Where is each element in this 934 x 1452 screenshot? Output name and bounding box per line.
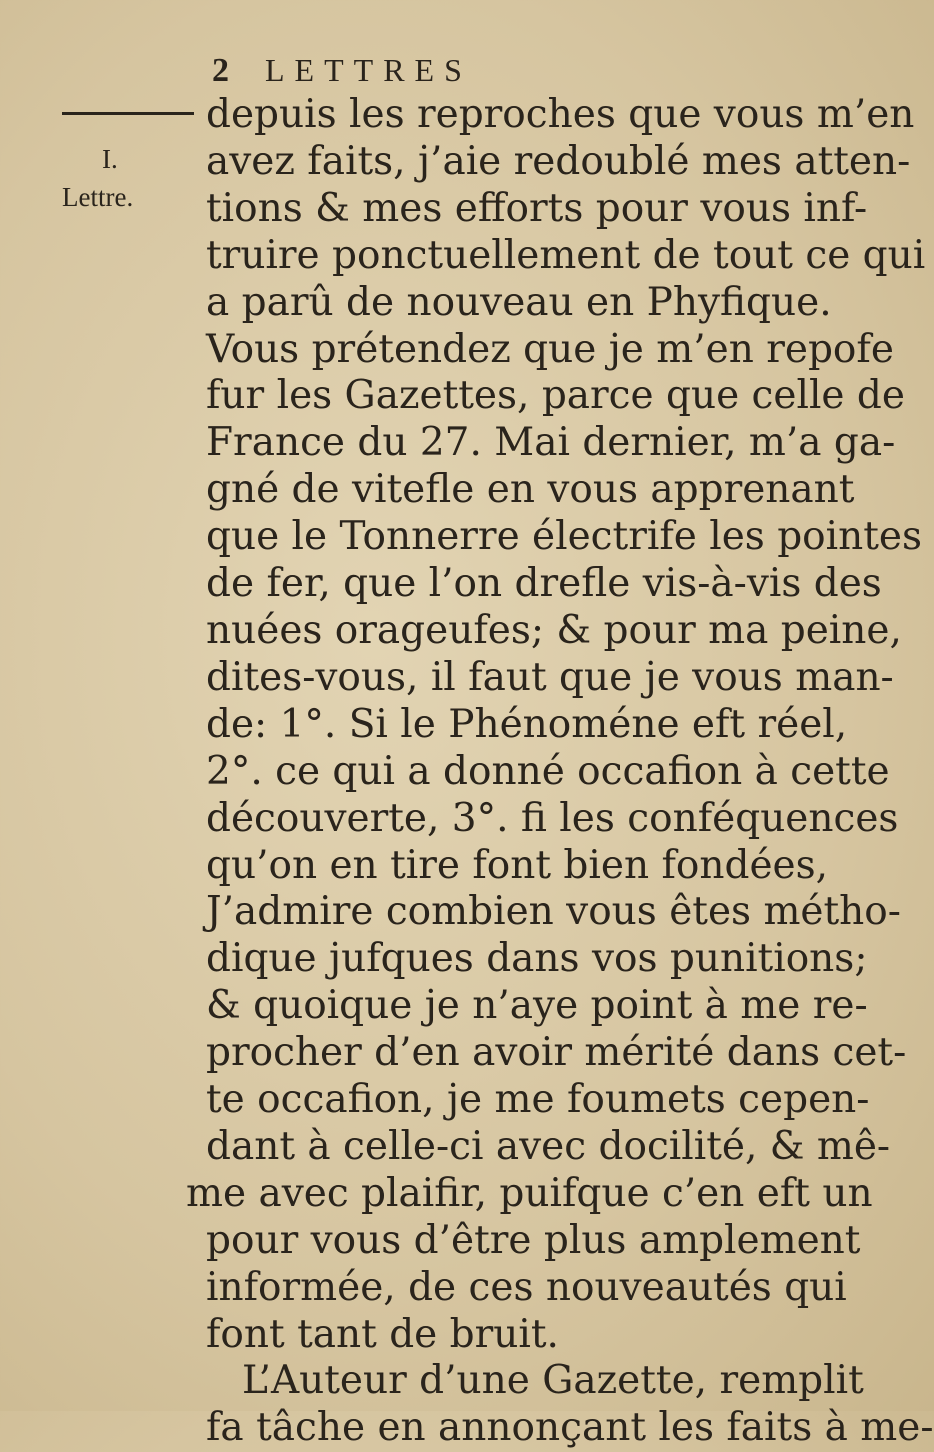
header-rule (62, 112, 194, 115)
text-line: me avec plaifir, puifque c’en eft un (186, 1170, 873, 1216)
text-line: que le Tonnerre électrife les pointes (206, 514, 922, 560)
running-head: LETTRES (265, 52, 472, 88)
text-line: 2°. ce qui a donné occafion à cette (206, 748, 890, 794)
text-line: informée, de ces nouveautés qui (206, 1264, 847, 1310)
text-line: L’Auteur d’une Gazette, remplit (242, 1358, 864, 1404)
text-line: de: 1°. Si le Phénoméne eft réel, (206, 701, 848, 747)
text-line: fa tâche en annonçant les faits à me- (206, 1405, 934, 1451)
text-line: Vous prétendez que je m’en repofe (206, 326, 894, 372)
letter-label: Lettre. (62, 182, 134, 212)
text-line: a parû de nouveau en Phyfique. (206, 279, 832, 325)
text-line: nuées orageufes; & pour ma peine, (206, 607, 902, 653)
text-line: découverte, 3°. fi les conféquences (206, 795, 899, 841)
text-line: qu’on en tire font bien fondées, (206, 842, 829, 888)
text-line: tions & mes efforts pour vous inf- (206, 185, 868, 231)
text-line: dites-vous, il faut que je vous man- (206, 654, 894, 700)
text-line: truire ponctuellement de tout ce qui (206, 232, 926, 278)
text-line: pour vous d’être plus amplement (206, 1217, 861, 1263)
text-line: dique jufques dans vos punitions; (206, 936, 868, 982)
text-line: J’admire combien vous êtes métho- (206, 889, 901, 935)
text-line: gné de vitefle en vous apprenant (206, 467, 855, 513)
text-line: te occafion, je me foumets cepen- (206, 1077, 870, 1123)
margin-note (62, 140, 192, 216)
page-number: 2 (212, 52, 229, 89)
text-line: fur les Gazettes, parce que celle de (206, 373, 905, 419)
text-line: font tant de bruit. (206, 1311, 559, 1357)
text-line: dant à celle-ci avec docilité, & mê- (206, 1123, 891, 1169)
text-line: avez faits, j’aie redoublé mes atten- (206, 138, 911, 184)
text-line: procher d’en avoir mérité dans cet- (206, 1030, 907, 1076)
text-line: France du 27. Mai dernier, m’a ga- (206, 420, 896, 466)
text-line: de fer, que l’on drefle vis-à-vis des (206, 561, 882, 607)
body-text (186, 92, 934, 1452)
text-line: depuis les reproches que vous m’en (206, 92, 915, 137)
text-line: & quoique je n’aye point à me re- (206, 983, 868, 1029)
letter-numeral: I. (102, 144, 118, 174)
